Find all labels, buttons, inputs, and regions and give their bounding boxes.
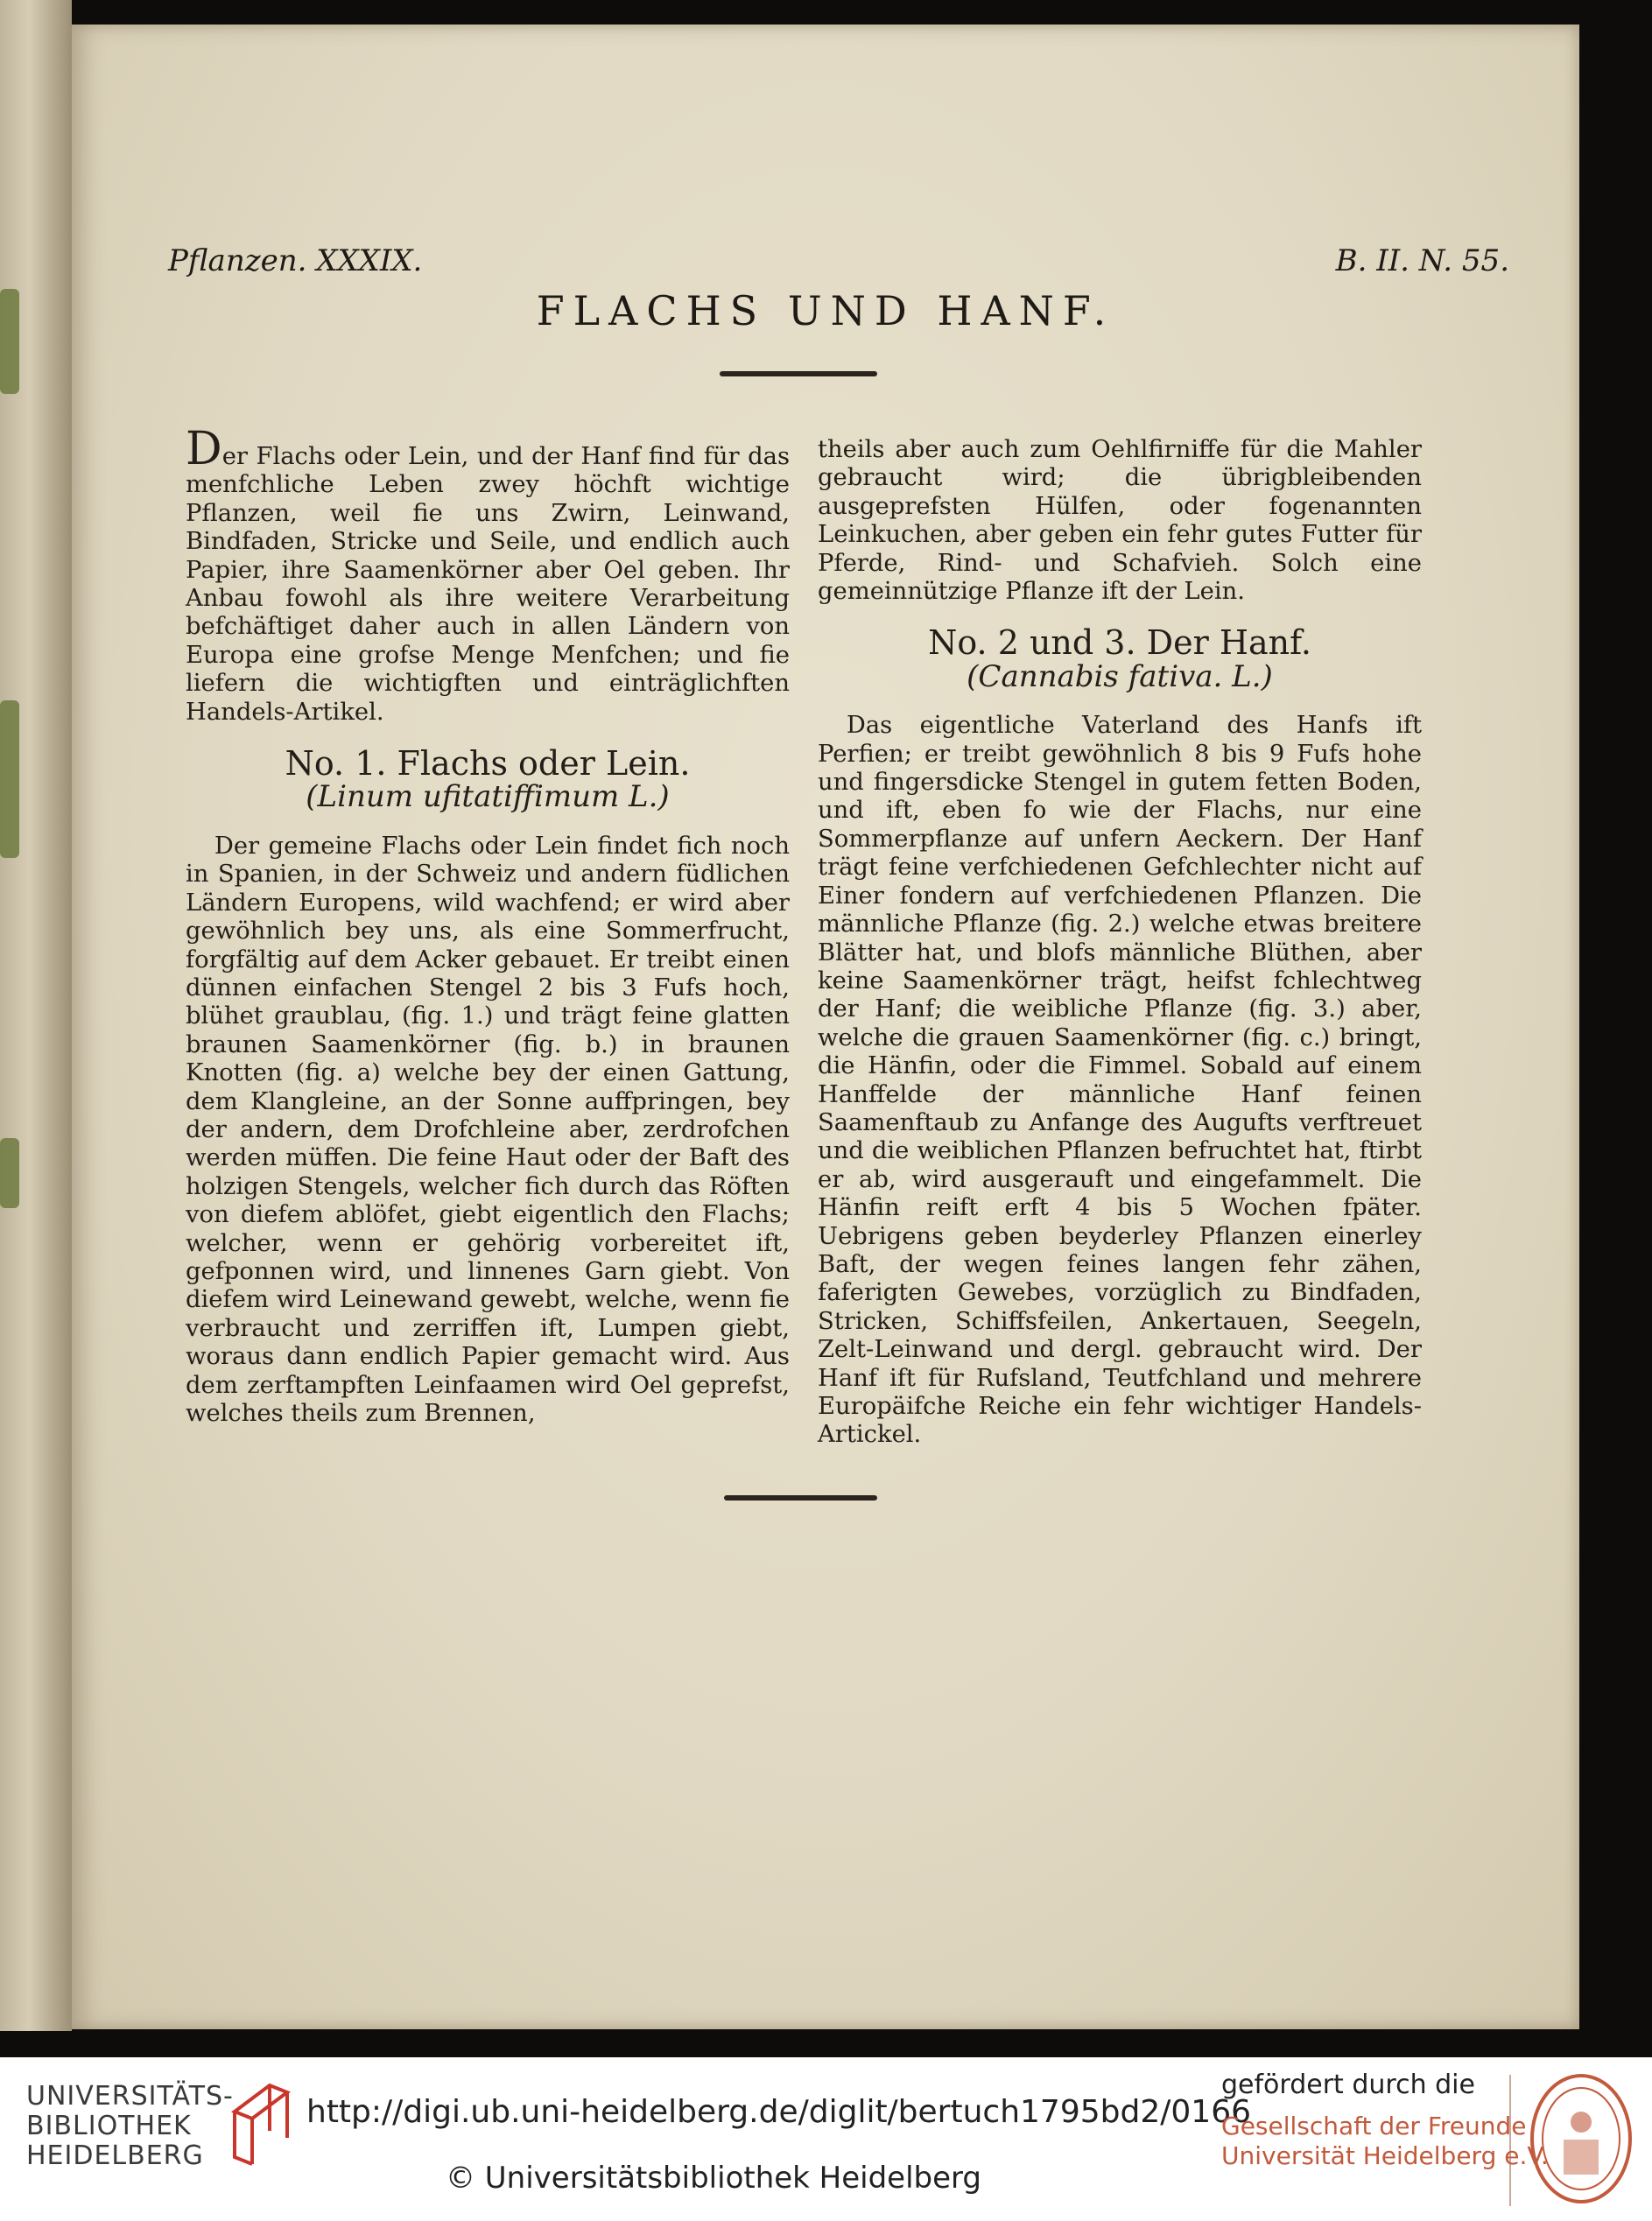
dropcap: D [186, 423, 222, 475]
footer-bar [0, 2057, 1652, 2221]
sponsor-name [1221, 2112, 1549, 2171]
section-heading-flax: No. 1. Flachs oder Lein. [285, 744, 691, 784]
title-rule [720, 371, 877, 376]
book-page [72, 25, 1579, 2029]
section-latin-hemp: (Cannabis fativa. L.) [967, 658, 1273, 694]
page-title: FLACHS UND HANF. [536, 287, 1115, 334]
hemp-paragraph: Das eigentliche Vaterland des Hanfs ift Perfien; er treibt gewöhnlich 8 bis 9 Fufs hohe und fingersdicke Stengel in gutem fetten Boden, und ift, eben fo wie der Flachs, nur eine Sommerpflanze auf unfern Aeckern. Der Hanf trägt feine verfchiedenen Gefchlechter nicht auf Einer fondern auf verfchiedenen Pflanzen. Die männliche Pflanze (fig. 2.) welche etwas breitere Blätter hat, und blofs männliche Blüthen, aber keine Saamenkörner trägt, heifst fchlechtweg der Hanf; die weibliche Pflanze (fig. 3.) aber, welche die grauen Saamenkörner (fig. c.) bringt, die Hänfin, oder die Fimmel. Sobald auf einem Hanffelde der männliche Hanf feinen Saamenftaub zu Anfange des Augufts verftreuet und die weiblichen Pflanzen befruchtet hat, ftirbt er ab, wird ausgerauft und eingefammelt. Die Hänfin reift erft 4 bis 5 Wochen fpäter. Uebrigens geben beyderley Pflanzen einerley Baft, der wegen feines langen fehr zähen, faferigten Gewebes, vorzüglich zu Bindfaden, Stricken, Schiffsfeilen, Ankertauen, Seegeln, Zelt-Leinwand und dergl. gebraucht wird. Der Hanf ift für Rufsland, Teutfchland und mehrere Europäifche Reiche ein fehr wichtiger Handels-Artickel. [818, 712, 1422, 1449]
section-heading-hemp: No. 2 und 3. Der Hanf. [928, 623, 1311, 663]
copyright-text: © Universitätsbibliothek Heidelberg [445, 2161, 982, 2196]
adjacent-plate-edge [0, 0, 72, 2031]
sponsor-name-line: Universität Heidelberg e.V. [1221, 2141, 1549, 2170]
plate-leaf-detail [0, 1138, 19, 1208]
flax-paragraph: Der gemeine Flachs oder Lein findet fich noch in Spanien, in der Schweiz und andern füdlichen Ländern Europens, wild wachfend; er wird aber gewöhnlich bey uns, als eine Sommerfrucht, forgfältig auf dem Acker gebauet. Er treibt einen dünnen einfachen Stengel 2 bis 3 Fufs hoch, blühet graublau, (fig. 1.) und trägt feine glatten braunen Saamenkörner (fig. b.) in braunen Knotten (fig. a) welche bey der einen Gattung, dem Klangleine, an der Sonne auffpringen, bey der andern, dem Drofchleine aber, zerdrofchen werden müffen. Die feine Haut oder der Baft des holzigen Stengels, welcher fich durch das Röften von diefem ablöfet, giebt eigentlich den Flachs; welcher, wenn er gehörig vorbereitet ift, gefponnen wird, und linnenes Garn giebt. Von diefem wird Leinewand gewebt, welche, wenn fie verbraucht und zerriffen ift, Lumpen giebt, woraus dann endlich Papier gemacht wird. Aus dem zerftampften Leinfaamen wird Oel geprefst, welches theils zum Brennen, [186, 832, 790, 1427]
library-name-line: UNIVERSITÄTS- [26, 2081, 234, 2112]
left-column [186, 423, 790, 1428]
source-url-link[interactable]: http://digi.ub.uni-heidelberg.de/diglit/bertuch1795bd2/0166 [306, 2094, 1251, 2130]
running-head-left: Pflanzen. XXXIX. [168, 243, 423, 278]
continuation-paragraph: theils aber auch zum Oehlfirniffe für die Mahler gebraucht wird; die übrigbleibenden ausgeprefsten Hülfen, oder fogenannten Leinkuchen, aber geben ein fehr gutes Futter für Pferde, Rind- und Schafvieh. Solch eine gemeinnützige Pflanze ift der Lein. [818, 436, 1422, 606]
library-logo-text [26, 2082, 234, 2171]
intro-text: er Flachs oder Lein, und der Hanf find für das menfchliche Leben zwey höchft wichtige Pflanzen, weil fie uns Zwirn, Leinwand, Bindfaden, Stricke und Seile, und endlich auch Papier, ihre Saamenkörner aber Oel geben. Ihr Anbau fowohl als ihre weitere Verarbeitung befchäftiget daher auch in allen Ländern von Europa eine grofse Menge Menfchen; und fie liefern die wichtigften und einträglichften Handels-Artikel. [186, 443, 790, 726]
plate-leaf-detail [0, 700, 19, 858]
library-logo-icon [226, 2077, 296, 2173]
library-name-line: BIBLIOTHEK [26, 2111, 192, 2141]
sponsor-name-line: Gesellschaft der Freunde [1221, 2112, 1527, 2140]
section-latin-flax: (Linum ufitatiffimum L.) [306, 779, 670, 815]
running-head-right: B. II. N. 55. [1335, 243, 1509, 278]
sponsor-intro: gefördert durch die [1221, 2070, 1475, 2100]
plate-leaf-detail [0, 289, 19, 394]
intro-paragraph [186, 423, 790, 727]
end-rule [724, 1495, 877, 1501]
university-seal-icon [1525, 2070, 1637, 2208]
library-name-line: HEIDELBERG [26, 2140, 204, 2171]
right-column [818, 436, 1422, 1450]
